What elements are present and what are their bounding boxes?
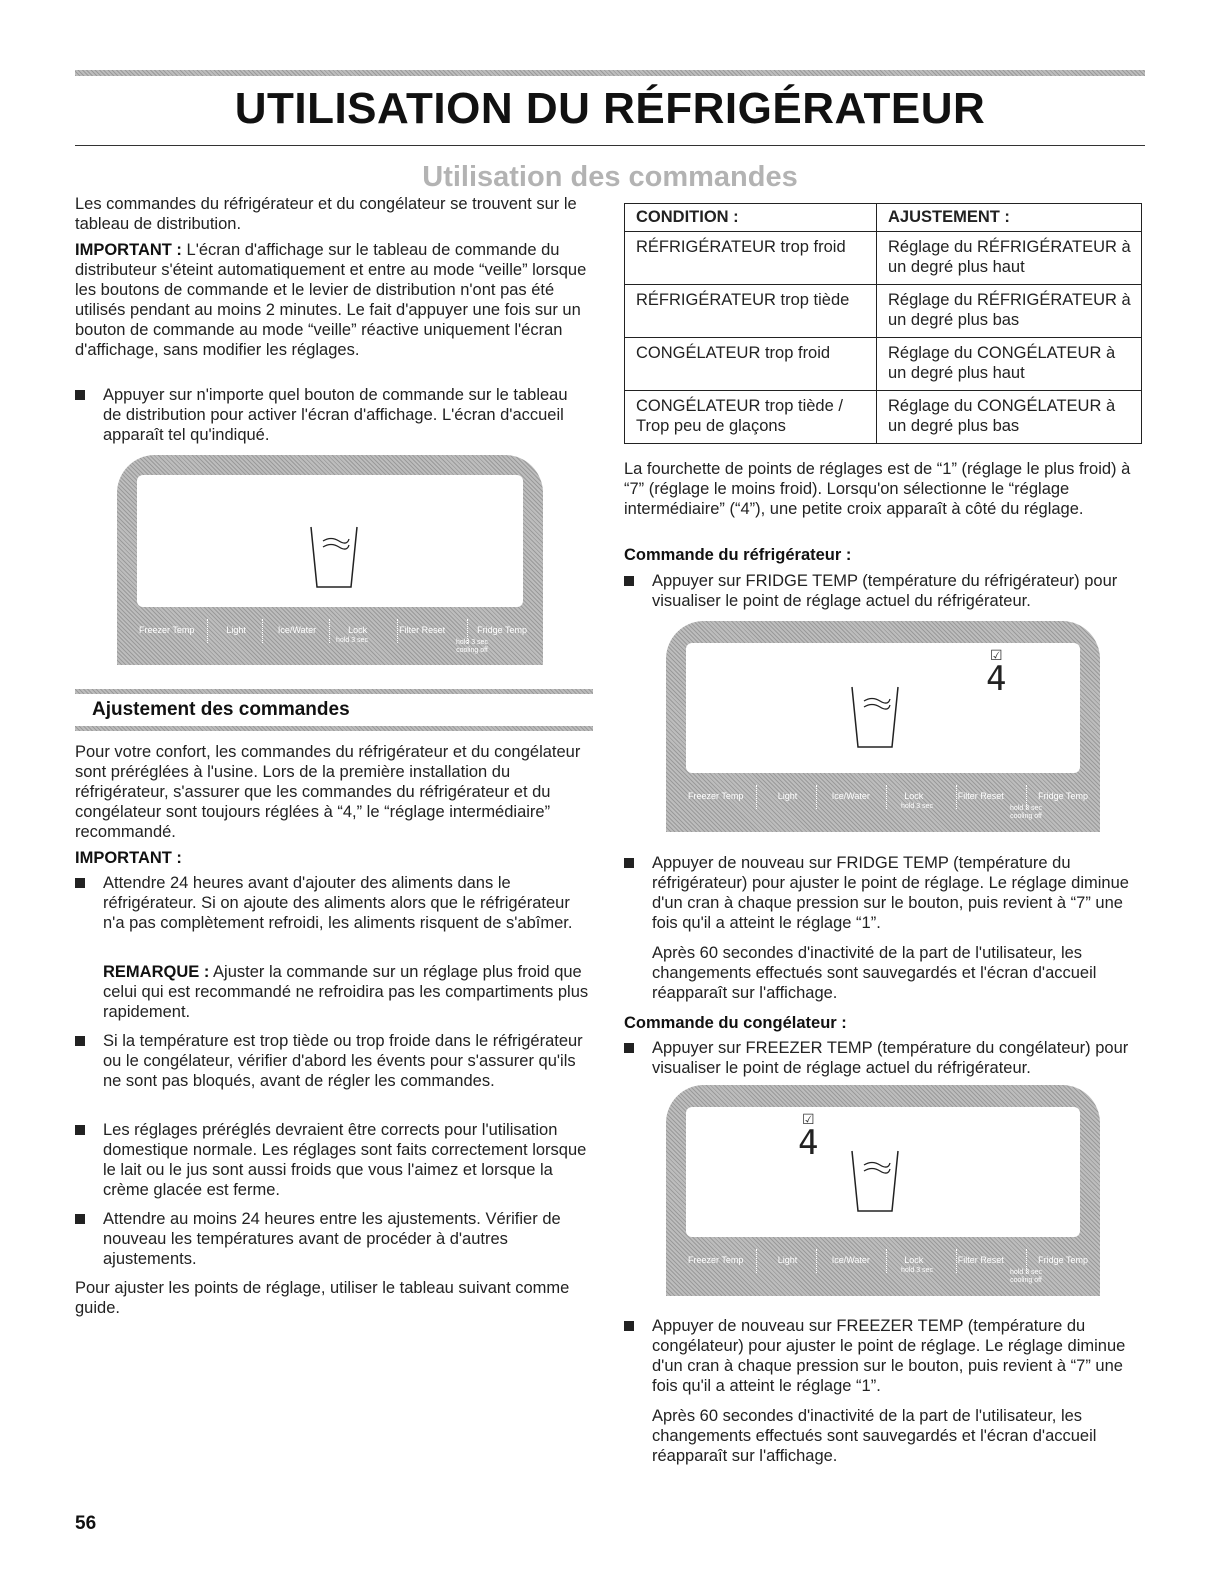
freezer-bullet-2 [624,1316,1144,1396]
freezer-temp-button[interactable]: Freezer Temp [688,791,744,801]
ice-water-button[interactable]: Ice/Water [277,625,317,635]
bullet-item [75,873,590,933]
check-mark-icon: ☑ [802,1111,815,1127]
fridge-bullet-1-text: Appuyer sur FRIDGE TEMP (température du réfrigérateur) pour visualiser le point de réglage actuel du réfrigérateur. [652,572,1118,610]
outro-paragraph: Pour ajuster les points de réglage, utiliser le tableau suivant comme guide. [75,1279,570,1317]
table-row [625,391,1142,444]
fridge-bullet-2 [624,853,1144,933]
bullet-item [75,1120,590,1200]
table-cell: RÉFRIGÉRATEUR trop froid [625,232,877,285]
panel-button-row [688,1255,1088,1266]
ice-water-button[interactable]: Ice/Water [831,791,870,801]
cooling-hint: cooling off [1010,813,1042,820]
table-header-row [625,204,1142,232]
fridge-temp-button[interactable]: Fridge Temp [1038,791,1088,801]
freezer-bullet-1-text: Appuyer sur FREEZER TEMP (température du congélateur) pour visualiser le point de réglage actuel du réfrigérateur. [652,1039,1129,1077]
filter-reset-button[interactable]: Filter Reset [957,1255,1004,1265]
important-label: IMPORTANT : [75,241,182,259]
reset-hint: hold 3 sec [1010,805,1042,812]
section-title: Utilisation des commandes [422,161,798,193]
setpoint-digit: 4 [986,659,1007,699]
bullet-mark [624,576,634,586]
panel-button-row [139,625,527,636]
button-divider [886,1249,887,1273]
button-divider [1026,1249,1027,1273]
freezer-temp-button[interactable]: Freezer Temp [688,1255,744,1265]
subheading-rule-top [75,689,593,694]
bullet-mark [624,858,634,868]
display-screen [686,643,1080,773]
remark-label: REMARQUE : [103,963,210,981]
button-divider [329,619,330,643]
fridge-heading: Commande du réfrigérateur : [624,546,852,564]
fridge-temp-button[interactable]: Fridge Temp [477,625,527,635]
reset-hint: hold 3 sec [1010,1269,1042,1276]
table-cell: CONGÉLATEUR trop tiède / Trop peu de glaçons [625,391,877,444]
table-cell: Réglage du CONGÉLATEUR à un degré plus bas [877,391,1142,444]
fridge-temp-button[interactable]: Fridge Temp [1038,1255,1088,1265]
table-cell: Réglage du RÉFRIGÉRATEUR à un degré plus haut [877,232,1142,285]
important2-label: IMPORTANT : [75,849,182,867]
table-row [625,338,1142,391]
button-divider [816,785,817,809]
fridge-bullet-1 [624,571,1144,611]
lock-hint: hold 3 sec [901,1267,933,1274]
important-text: L'écran d'affichage sur le tableau de commande du distributeur s'éteint automatiquement et entre au mode “veille” lorsque les boutons de commande et le levier de distribution n'ont pas été utilisés pendant au moins 2 minutes. Le fait d'appuyer une fois sur un bouton de commande au mode “veille” réactive uniquement l'écran d'affichage, sans modifier les réglages. [75,241,587,359]
display-screen [686,1107,1080,1237]
display-screen [137,475,523,607]
filter-reset-button[interactable]: Filter Reset [399,625,446,635]
lock-hint: hold 3 sec [901,803,933,810]
button-divider [756,785,757,809]
fridge-paragraph: Après 60 secondes d'inactivité de la part de l'utilisateur, les changements effectués sont sauvegardés et l'écran d'accueil réapparaît sur l'affichage. [652,944,1097,1002]
display-panel-fridge [666,621,1100,832]
freezer-bullet-2-text: Appuyer de nouveau sur FREEZER TEMP (température du congélateur) pour ajuster le point de réglage. Le réglage diminue d'un cran à chaque pression sur le bouton, puis revient à “7” une fois qu'il a atteint le réglage “1”. [652,1317,1126,1395]
bullet-item [75,1209,590,1269]
filter-reset-button[interactable]: Filter Reset [957,791,1004,801]
bullet-text: Si la température est trop tiède ou trop froide dans le réfrigérateur ou le congélateur, vérifier d'abord les évents pour s'assurer qu'ils ne sont pas bloqués, avant de régler les commandes. [103,1032,583,1090]
button-divider [262,619,263,643]
table-cell: RÉFRIGÉRATEUR trop tiède [625,285,877,338]
fridge-bullet-2-text: Appuyer de nouveau sur FRIDGE TEMP (température du réfrigérateur) pour ajuster le point de réglage. Le réglage diminue d'un cran à chaque pression sur le bouton, puis revient à “7” une fois qu'il a atteint le réglage “1”. [652,854,1129,932]
cooling-hint: cooling off [1010,1277,1042,1284]
adjust-intro: Pour votre confort, les commandes du réfrigérateur et du congélateur sont préréglées à l'usine. Lors de la première installation du réfrigérateur, s'assurer que les commandes du réfrigérateur et du congélateur sont toujours réglées à “4,” le “réglage intermédiaire” recommandé. [75,743,581,841]
panel-button-row [688,791,1088,802]
cup-icon [309,525,359,589]
freezer-bullet-1 [624,1038,1144,1078]
freezer-heading: Commande du congélateur : [624,1014,847,1032]
bullet-mark [75,878,85,888]
light-button[interactable]: Light [226,625,246,635]
title-rule [75,145,1145,146]
bullet-text: Les réglages préréglés devraient être corrects pour l'utilisation domestique normale. Les réglages sont faits correctement lorsque le lait ou le jus sont aussi froids que vous l'aimez et lorsque la crème glacée est ferme. [103,1121,587,1199]
table-cell: Réglage du CONGÉLATEUR à un degré plus haut [877,338,1142,391]
lock-button[interactable]: Lock [904,791,924,801]
table-row [625,285,1142,338]
bullet-mark [624,1321,634,1331]
table-header: AJUSTEMENT : [877,204,1142,232]
bullet-activate [75,385,590,445]
important-paragraph [75,240,597,360]
button-divider [1026,785,1027,809]
button-divider [467,619,468,643]
button-divider [956,1249,957,1273]
bullet-text: Attendre 24 heures avant d'ajouter des aliments dans le réfrigérateur. Si on ajoute des aliments alors que le réfrigérateur n'a pas complètement refroidi, les aliments risquent de s'abîmer. [103,874,573,932]
remark-text: Ajuster la commande sur un réglage plus froid que celui qui est recommandé ne refroidira pas les compartiments plus rapidement. [103,963,589,1021]
freezer-temp-button[interactable]: Freezer Temp [139,625,195,635]
button-divider [756,1249,757,1273]
table-header: CONDITION : [625,204,877,232]
remark-paragraph [103,962,593,1022]
cup-icon [850,685,900,749]
bullet-mark [624,1043,634,1053]
bullet-mark [75,1214,85,1224]
table-cell: Réglage du RÉFRIGÉRATEUR à un degré plus bas [877,285,1142,338]
bullet-mark [75,1036,85,1046]
range-paragraph: La fourchette de points de réglages est de “1” (réglage le plus froid) à “7” (réglage le moins froid). Lorsqu'on sélectionne le “réglage intermédiaire” (“4”), une petite croix apparaît à côté du réglage. [624,460,1131,518]
table-row [625,232,1142,285]
check-mark-icon: ☑ [990,647,1003,663]
reset-hint: hold 3 sec [456,639,488,646]
page-number: 56 [75,1513,97,1534]
subheading-rule-bottom [75,726,593,731]
ice-water-button[interactable]: Ice/Water [831,1255,870,1265]
light-button[interactable]: Light [777,1255,798,1265]
bullet-item [75,1031,590,1091]
button-divider [397,619,398,643]
adjust-heading: Ajustement des commandes [92,699,350,720]
table-cell: CONGÉLATEUR trop froid [625,338,877,391]
bullet-mark [75,1125,85,1135]
setpoint-digit: 4 [798,1123,819,1163]
bullet-mark [75,390,85,400]
top-rule [75,70,1145,76]
lock-hint: hold 3 sec [336,637,368,644]
cup-icon [850,1149,900,1213]
bullet-activate-text: Appuyer sur n'importe quel bouton de commande sur le tableau de distribution pour activer l'écran d'affichage. L'écran d'accueil apparaît tel qu'indiqué. [103,386,568,444]
display-panel-freezer [666,1085,1100,1296]
adjustment-table [624,203,1142,444]
display-panel-home [117,455,543,665]
page-title: UTILISATION DU RÉFRIGÉRATEUR [234,84,986,133]
button-divider [816,1249,817,1273]
button-divider [956,785,957,809]
button-divider [886,785,887,809]
light-button[interactable]: Light [777,791,798,801]
intro-paragraph: Les commandes du réfrigérateur et du congélateur se trouvent sur le tableau de distribution. [75,195,577,233]
button-divider [207,619,208,643]
freezer-paragraph: Après 60 secondes d'inactivité de la part de l'utilisateur, les changements effectués sont sauvegardés et l'écran d'accueil réapparaît sur l'affichage. [652,1407,1097,1465]
bullet-text: Attendre au moins 24 heures entre les ajustements. Vérifier de nouveau les températures avant de procéder à d'autres ajustements. [103,1210,561,1268]
lock-button[interactable]: Lock [904,1255,924,1265]
cooling-hint: cooling off [456,647,488,654]
lock-button[interactable]: Lock [348,625,368,635]
